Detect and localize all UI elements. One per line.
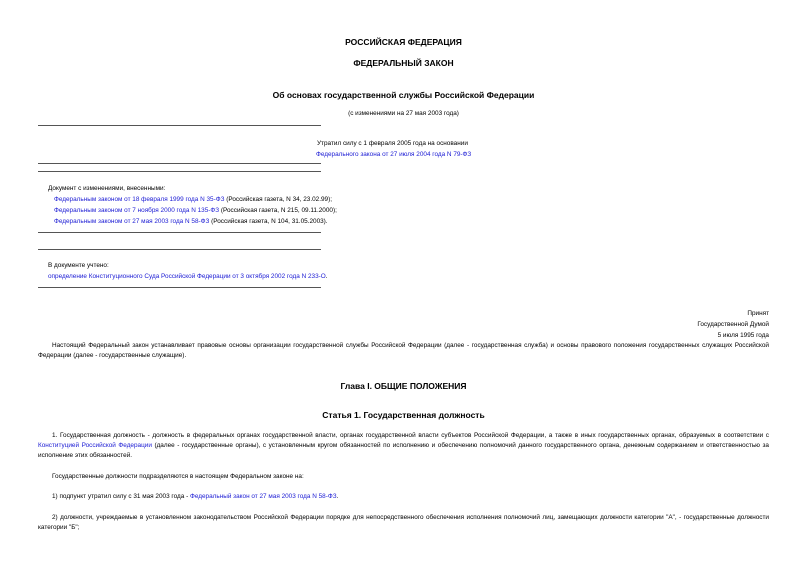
- divider: [38, 125, 321, 126]
- chapter-heading: Глава I. ОБЩИЕ ПОЛОЖЕНИЯ: [340, 381, 467, 391]
- adopted-date: 5 июля 1995 года: [717, 332, 769, 339]
- considered-item: [48, 273, 328, 280]
- edition-note: (с изменениями на 27 мая 2003 года): [348, 110, 459, 117]
- paragraph-division: Государственные должности подразделяются в настоящем Федеральном законе на:: [52, 473, 304, 480]
- divider: [38, 249, 321, 250]
- law-58-link[interactable]: Федеральный закон от 27 мая 2003 года N 58-ФЗ: [189, 493, 337, 500]
- page-title: Об основах государственной службы Российской Федерации: [272, 90, 535, 100]
- paragraph-text: .: [336, 493, 339, 500]
- considered-tail: .: [325, 273, 328, 280]
- paragraph-1: [38, 431, 769, 462]
- lapsed-note: Утратил силу с 1 февраля 2005 года на основании: [317, 140, 468, 147]
- paragraph-text: 1. Государственная должность - должность в федеральных органах государственной власти, органах государственной власти субъектов Российской Федерации, а также в иных государственных органах, образуемых в соответствии с: [52, 432, 769, 439]
- amendment-item: [54, 218, 328, 225]
- amendments-heading: Документ с изменениями, внесенными:: [48, 185, 166, 192]
- paragraph-item-1: [38, 492, 769, 502]
- amendment-link[interactable]: Федеральным законом от 27 мая 2003 года N 58-ФЗ: [54, 218, 210, 225]
- divider: [38, 232, 321, 233]
- paragraph-text: (далее - государственные органы), с установленным кругом обязанностей по исполнению и обеспечению полномочий данного государственного органа, денежным содержанием и ответственностью за исполнение этих обязанностей.: [38, 442, 769, 460]
- considered-heading: В документе учтено:: [48, 262, 109, 269]
- amendment-source: (Российская газета, N 215, 09.11.2000);: [219, 207, 337, 214]
- amendment-source: (Российская газета, N 104, 31.05.2003).: [209, 218, 328, 225]
- court-ruling-link[interactable]: определение Конституционного Суда Российской Федерации от 3 октября 2002 года N 233-О: [48, 273, 326, 280]
- amendment-source: (Российская газета, N 34, 23.02.99);: [224, 196, 333, 203]
- divider: [38, 287, 321, 288]
- amendment-item: [54, 196, 332, 203]
- amendment-link[interactable]: Федеральным законом от 18 февраля 1999 года N 35-ФЗ: [54, 196, 225, 203]
- doc-type-heading: ФЕДЕРАЛЬНЫЙ ЗАКОН: [353, 58, 454, 68]
- article-heading: Статья 1. Государственная должность: [322, 410, 485, 420]
- divider: [38, 171, 321, 172]
- paragraph-item-2: 2) должности, учреждаемые в установленном законодательством Российской Федерации порядке для непосредственного обеспечения исполнения полномочий лиц, замещающих должности категории "А", - государственные должности категории "Б";: [38, 514, 769, 532]
- amendment-item: [54, 207, 337, 214]
- paragraph-text: 1) подпункт утратил силу с 31 мая 2003 года -: [52, 493, 190, 500]
- amendment-link[interactable]: Федеральным законом от 7 ноября 2000 года N 135-ФЗ: [54, 207, 220, 214]
- preamble-paragraph: Настоящий Федеральный закон устанавливает правовые основы организации государственной службы Российской Федерации (далее - государственная служба) и основы правового положения государственных служащих Российской Федерации (далее - государственные служащие).: [38, 342, 769, 360]
- adopted-body: Государственной Думой: [697, 321, 769, 328]
- country-heading: РОССИЙСКАЯ ФЕДЕРАЦИЯ: [345, 37, 462, 47]
- lapsed-law-link[interactable]: Федерального закона от 27 июля 2004 года N 79-ФЗ: [316, 151, 472, 158]
- divider: [38, 163, 321, 164]
- constitution-link[interactable]: Конституцией Российской Федерации: [38, 442, 152, 450]
- adopted-label: Принят: [747, 310, 769, 317]
